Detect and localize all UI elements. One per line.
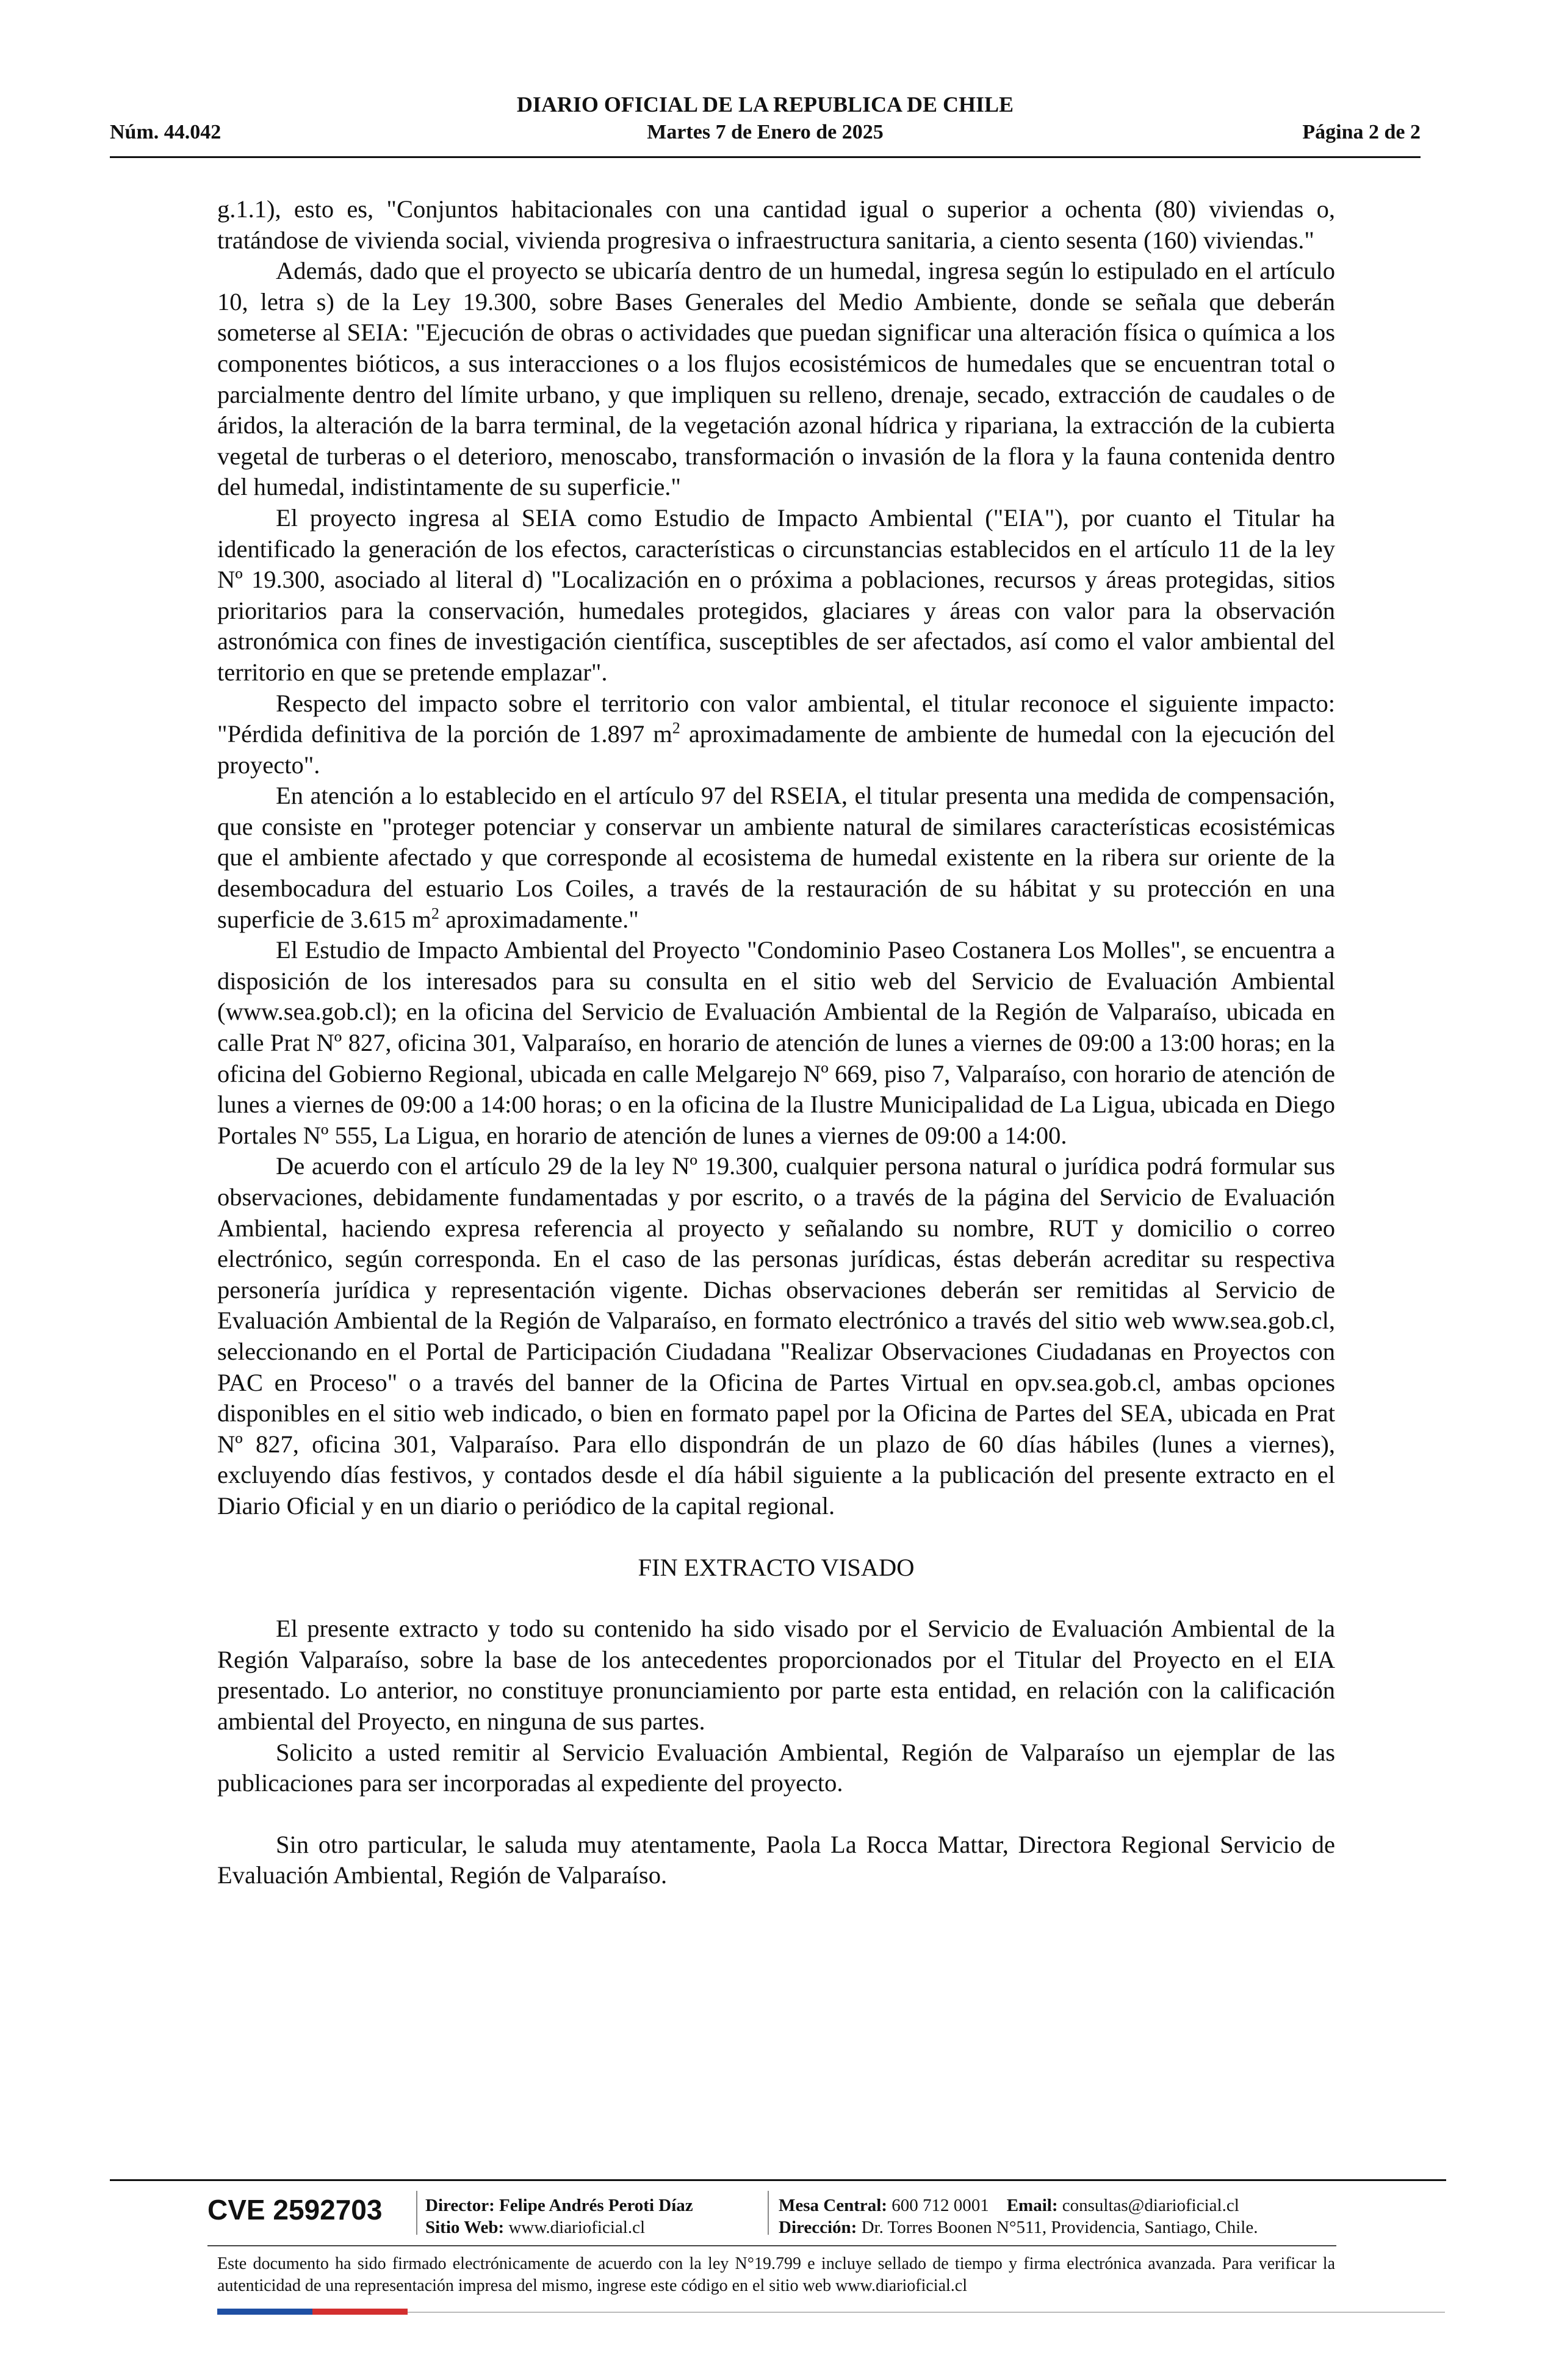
- paragraph-text: aproximadamente de ambiente de humedal con la ejecución del proyecto".: [217, 720, 1335, 779]
- paragraph-text: aproximadamente.": [439, 905, 639, 933]
- footer-bottom-line: [408, 2312, 1445, 2313]
- phone-email-line: [779, 2194, 1258, 2216]
- spacer: [217, 1583, 1335, 1614]
- address-value: Dr. Torres Boonen N°511, Providencia, Santiago, Chile.: [861, 2218, 1258, 2237]
- paragraph: El proyecto ingresa al SEIA como Estudio de Impacto Ambiental ("EIA"), por cuanto el Titular ha identificado la generación de los efectos, características o circunstancias establecidos en el artículo 11 de la ley Nº 19.300, asociado al literal d) "Localización en o próxima a poblaciones, recursos y áreas protegidas, sitios prioritarios para la conservación, humedales protegidos, glaciares y áreas con valor para la observación astronómica con fines de investigación científica, susceptibles de ser afectados, así como el valor ambiental del territorio en que se pretende emplazar".: [217, 503, 1335, 686]
- footer-separator: [768, 2191, 769, 2235]
- paragraph: De acuerdo con el artículo 29 de la ley Nº 19.300, cualquier persona natural o jurídica podrá formular sus observaciones, debidamente fundamentadas y por escrito, o a través de la página del Servicio de Evaluación Ambiental, haciendo expresa referencia al proyecto y señalando su nombre, RUT y domicilio o correo electrónico, según corresponda. En el caso de las personas jurídicas, éstas deberán acreditar su respectiva personería jurídica y representación vigente. Dichas observaciones deberán ser remitidas al Servicio de Evaluación Ambiental de la Región de Valparaíso, en formato electrónico a través del sitio web www.sea.gob.cl, seleccionando en el Portal de Participación Ciudadana "Realizar Observaciones Ciudadanas en Proyectos con PAC en Proceso" o a través del banner de la Oficina de Partes Virtual en opv.sea.gob.cl, ambas opciones disponibles en el sitio web indicado, o bien en formato papel por la Oficina de Partes del SEA, ubicada en Prat Nº 827, oficina 301, Valparaíso. Para ello dispondrán de un plazo de 60 días hábiles (lunes a viernes), excluyendo días festivos, y contados desde el día hábil siguiente a la publicación del presente extracto en el Diario Oficial y en un diario o periódico de la capital regional.: [217, 1152, 1335, 1520]
- paragraph: [217, 688, 1335, 781]
- flag-stripe-red: [312, 2309, 408, 2315]
- phone-value: 600 712 0001: [891, 2196, 989, 2215]
- section-title: FIN EXTRACTO VISADO: [638, 1553, 915, 1581]
- signature-paragraph: Sin otro particular, le saluda muy atentamente, Paola La Rocca Mattar, Directora Regional Servicio de Evaluación Ambiental, Región de Valparaíso.: [217, 1830, 1335, 1889]
- document-body: [217, 194, 1335, 1891]
- phone-label: Mesa Central:: [779, 2196, 887, 2215]
- footer-director-block: [425, 2194, 693, 2238]
- flag-stripe-blue: [217, 2309, 312, 2315]
- footer-divider: [110, 2179, 1446, 2181]
- email-value[interactable]: consultas@diarioficial.cl: [1062, 2196, 1239, 2215]
- spacer: [217, 1522, 1335, 1552]
- superscript: 2: [431, 904, 439, 923]
- issue-date: Martes 7 de Enero de 2025: [647, 121, 884, 143]
- website-line: [425, 2216, 693, 2238]
- footer-contact-block: [779, 2194, 1258, 2238]
- address-label: Dirección:: [779, 2218, 857, 2237]
- paragraph: Además, dado que el proyecto se ubicaría dentro de un humedal, ingresa según lo estipulado en el artículo 10, letra s) de la Ley 19.300, sobre Bases Generales del Medio Ambiente, donde se señala que deberán someterse al SEIA: "Ejecución de obras o actividades que puedan significar una alteración física o química a los componentes bióticos, a sus interacciones o a los flujos ecosistémicos de humedales que se encuentran total o parcialmente dentro del límite urbano, y que impliquen su relleno, drenaje, secado, extracción de caudales o de áridos, la alteración de la barra terminal, de la vegetación azonal hídrica y ripariana, la extracción de la cubierta vegetal de turberas o el deterioro, menoscabo, transformación o invasión de la flora y la fauna contenida dentro del humedal, indistintamente de su superficie.": [217, 257, 1335, 501]
- paragraph-text: En atención a lo establecido en el artículo 97 del RSEIA, el titular presenta una medida de compensación, que consiste en "proteger potenciar y conservar un ambiente natural de similares características ecosistémicas que el ambiente afectado y que corresponde al ecosistema de humedal existente en la ribera sur oriente de la desembocadura del estuario Los Coiles, a través de la restauración de su hábitat y su protección en una superficie de 3.615 m: [217, 782, 1335, 933]
- page-header: [110, 92, 1421, 153]
- website-label: Sitio Web:: [425, 2218, 505, 2237]
- cve-code: CVE 2592703: [207, 2194, 383, 2226]
- email-label: Email:: [1006, 2196, 1058, 2215]
- header-divider: [110, 156, 1421, 158]
- publication-title: DIARIO OFICIAL DE LA REPUBLICA DE CHILE: [516, 92, 1014, 117]
- director-line: [425, 2194, 693, 2216]
- page-number: Página 2 de 2: [1302, 121, 1421, 143]
- paragraph: Solicito a usted remitir al Servicio Evaluación Ambiental, Región de Valparaíso un ejemplar de las publicaciones para ser incorporadas al expediente del proyecto.: [217, 1738, 1335, 1797]
- paragraph: El presente extracto y todo su contenido ha sido visado por el Servicio de Evaluación Ambiental de la Región Valparaíso, sobre la base de los antecedentes proporcionados por el Titular del Proyecto en el EIA presentado. Lo anterior, no constituye pronunciamiento por parte esta entidad, en relación con la calificación ambiental del Proyecto, en ninguna de sus partes.: [217, 1615, 1335, 1735]
- spacer: [217, 1799, 1335, 1830]
- website-value[interactable]: www.diarioficial.cl: [508, 2218, 646, 2237]
- footer-separator: [416, 2191, 417, 2235]
- address-line: [779, 2216, 1258, 2238]
- electronic-signature-notice: Este documento ha sido firmado electrónicamente de acuerdo con la ley N°19.799 e incluye sellado de tiempo y firma electrónica avanzada. Para verificar la autenticidad de una representación impresa del mismo, ingrese este código en el sitio web www.diarioficial.cl: [217, 2254, 1335, 2295]
- superscript: 2: [672, 719, 680, 737]
- paragraph: [217, 781, 1335, 935]
- footer-divider-secondary: [207, 2245, 1336, 2246]
- paragraph: g.1.1), esto es, "Conjuntos habitacionales con una cantidad igual o superior a ochenta (80) viviendas o, tratándose de vivienda social, vivienda progresiva o infraestructura sanitaria, a ciento sesenta (160) viviendas.": [217, 195, 1335, 254]
- paragraph-text: Respecto del impacto sobre el territorio con valor ambiental, el titular reconoce el siguiente impacto: "Pérdida definitiva de la porción de 1.897 m: [217, 689, 1335, 748]
- issue-number: Núm. 44.042: [110, 121, 222, 143]
- director-label: Director:: [425, 2196, 495, 2215]
- director-value: Felipe Andrés Peroti Díaz: [499, 2196, 693, 2215]
- paragraph: El Estudio de Impacto Ambiental del Proyecto "Condominio Paseo Costanera Los Molles", se encuentra a disposición de los interesados para su consulta en el sitio web del Servicio de Evaluación Ambiental (www.sea.gob.cl); en la oficina del Servicio de Evaluación Ambiental de la Región de Valparaíso, ubicada en calle Prat Nº 827, oficina 301, Valparaíso, en horario de atención de lunes a viernes de 09:00 a 13:00 horas; en la oficina del Gobierno Regional, ubicada en calle Melgarejo Nº 669, piso 7, Valparaíso, con horario de atención de lunes a viernes de 09:00 a 14:00 horas; o en la oficina de la Ilustre Municipalidad de La Ligua, ubicada en Diego Portales Nº 555, La Ligua, en horario de atención de lunes a viernes de 09:00 a 14:00.: [217, 936, 1335, 1149]
